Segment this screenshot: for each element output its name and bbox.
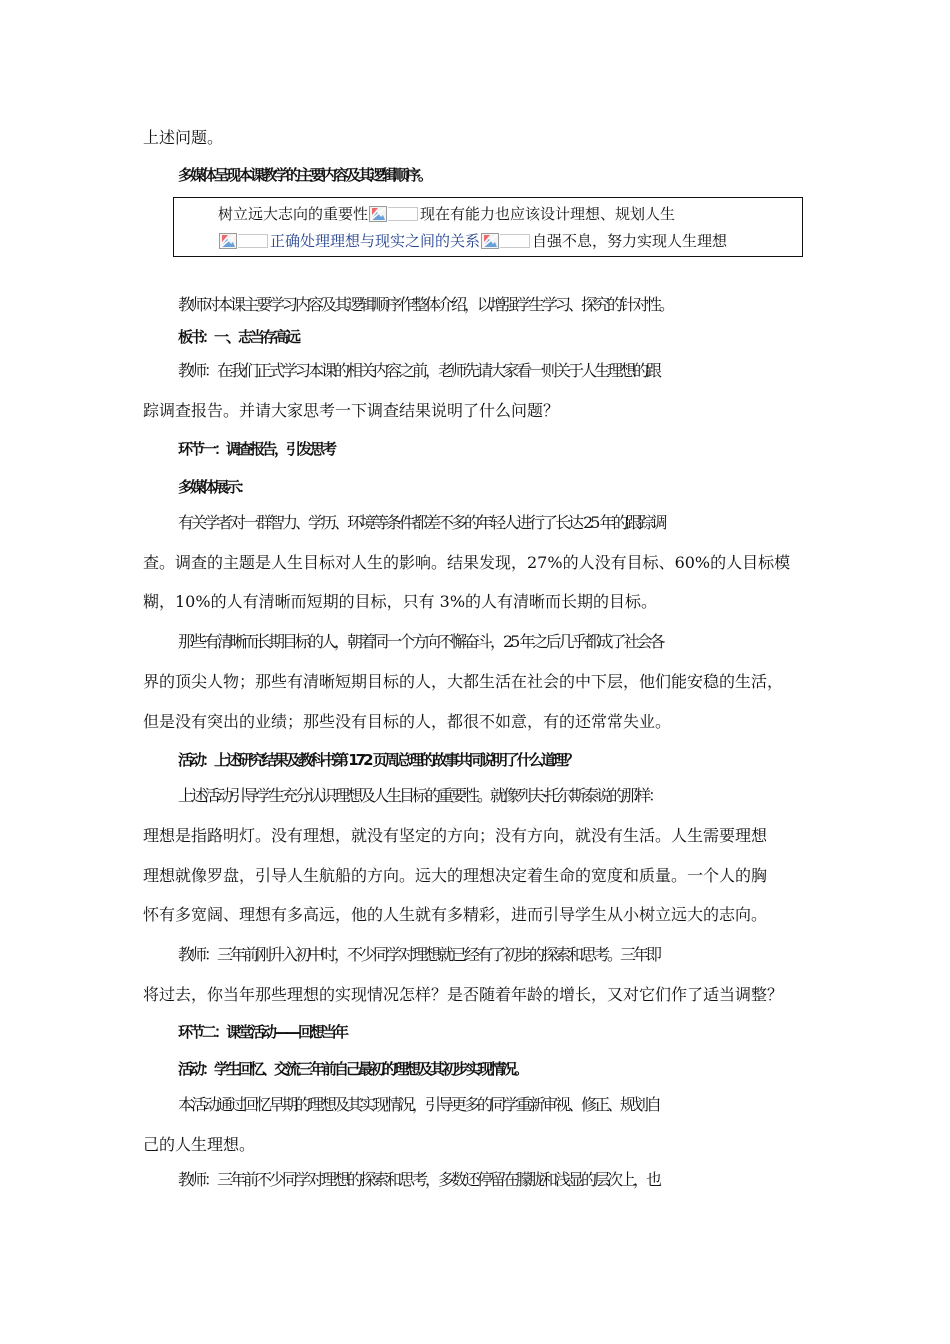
broken-image-icon xyxy=(369,206,387,222)
paragraph-line: 那些有清晰而长期目标的人，朝着同一个方向不懈奋斗，25 年之后几乎都成了社会各 xyxy=(178,632,663,651)
paragraph-line: 糊，10%的人有清晰而短期的目标，只有 3%的人有清晰而长期的目标。 xyxy=(143,592,658,611)
flow-step-1: 树立远大志向的重要性 xyxy=(218,205,369,223)
flow-step-3: 正确处理理想与现实之间的关系 xyxy=(270,232,481,250)
broken-image-icon xyxy=(219,233,237,249)
flow-step-2: 现在有能力也应该设计理想、规划人生 xyxy=(420,205,676,223)
section-heading-1: 环节一：调查报告，引发思考 xyxy=(178,440,335,458)
flow-row-1 xyxy=(218,204,675,224)
image-placeholder-frame xyxy=(238,234,268,248)
paragraph-line: 教师：三年前刚升入初中时，不少同学对理想就已经有了初步的探索和思考。三年即 xyxy=(178,945,660,964)
paragraph-line: 上述问题。 xyxy=(143,128,224,147)
board-heading: 板书：一、志当存高远 xyxy=(178,328,299,346)
flow-row-2 xyxy=(218,231,727,251)
paragraph-line: 上述活动引导学生充分认识理想及人生目标的重要性。就像列夫·托尔斯泰说的那样： xyxy=(178,786,662,805)
broken-image-icon xyxy=(481,233,499,249)
image-placeholder-frame xyxy=(388,207,418,221)
paragraph-line: 教师：在我们正式学习本课的相关内容之前，老师先请大家看一则关于人生理想的跟 xyxy=(178,361,660,380)
paragraph-line: 教师：三年前不少同学对理想的探索和思考，多数还停留在朦胧和浅显的层次上，也 xyxy=(178,1170,660,1189)
image-placeholder-frame xyxy=(500,234,530,248)
multimedia-heading: 多媒体展示： xyxy=(178,478,251,496)
activity-heading-2: 活动：学生回忆、交流三年前自己最初的理想及其初步实现情况。 xyxy=(178,1060,527,1078)
section-heading-2: 环节二：课堂活动——回想当年 xyxy=(178,1023,347,1041)
paragraph-line: 本活动通过回忆早期的理想及其实现情况，引导更多的同学重新审视、修正、规划自 xyxy=(178,1095,660,1114)
paragraph-line: 怀有多宽阔、理想有多高远，他的人生就有多精彩，进而引导学生从小树立远大的志向。 xyxy=(143,905,768,924)
paragraph-line: 理想就像罗盘，引导人生航船的方向。远大的理想决定着生命的宽度和质量。一个人的胸 xyxy=(143,866,768,885)
heading-multimedia-content: 多媒体呈现本课教学的主要内容及其逻辑顺序。 xyxy=(178,166,431,184)
paragraph-line: 查。调查的主题是人生目标对人生的影响。结果发现，27%的人没有目标、60%的人目标模 xyxy=(143,553,791,572)
paragraph-line: 踪调查报告。并请大家思考一下调查结果说明了什么问题？ xyxy=(143,401,560,420)
activity-heading-1: 活动：上述研究结果及教科书第 172 页周总理的故事共同说明了什么道理？ xyxy=(178,751,577,769)
paragraph-line: 界的顶尖人物；那些有清晰短期目标的人，大都生活在社会的中下层，他们能安稳的生活， xyxy=(143,672,784,691)
paragraph-line: 己的人生理想。 xyxy=(143,1135,256,1154)
paragraph-line: 有关学者对一群智力、学历、环境等条件都差不多的年轻人进行了长达 25 年的跟踪调 xyxy=(178,513,665,532)
paragraph-line: 理想是指路明灯。没有理想，就没有坚定的方向；没有方向，就没有生活。人生需要理想 xyxy=(143,826,768,845)
paragraph-line: 将过去，你当年那些理想的实现情况怎样？是否随着年龄的增长，又对它们作了适当调整？ xyxy=(143,985,784,1004)
paragraph-line: 教师对本课主要学习内容及其逻辑顺序作整体介绍，以增强学生学习、探究的针对性。 xyxy=(178,295,673,314)
paragraph-line: 但是没有突出的业绩；那些没有目标的人，都很不如意，有的还常常失业。 xyxy=(143,712,672,731)
flow-step-4: 自强不息，努力实现人生理想 xyxy=(532,232,728,250)
flow-box xyxy=(173,197,803,257)
